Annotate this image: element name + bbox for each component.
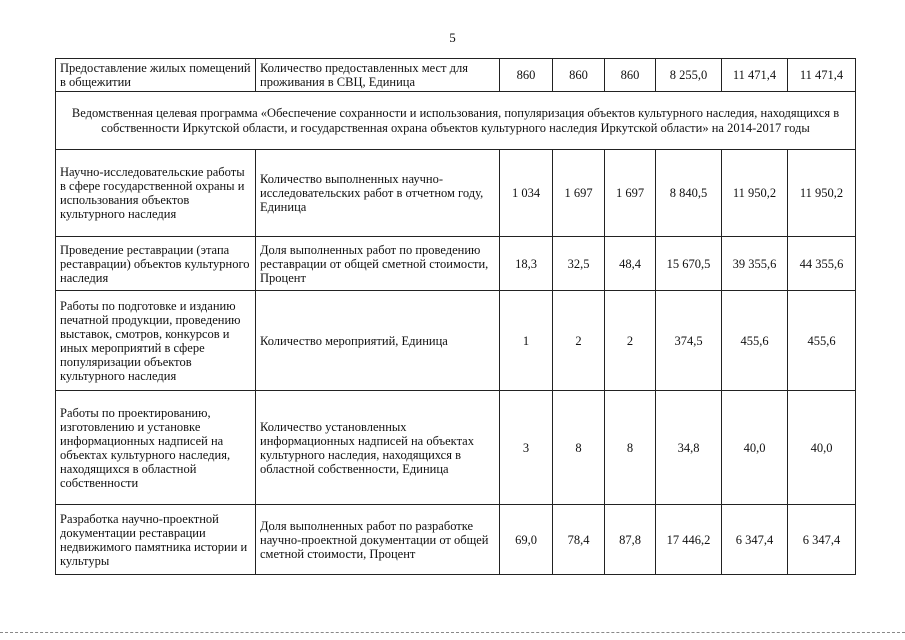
value-cell: 40,0 (788, 391, 856, 505)
value-cell: 1 034 (500, 150, 553, 237)
value-cell: 8 255,0 (656, 59, 722, 92)
service-name-cell: Разработка научно-проектной документации реставрации недвижимого памятника истории и культуры (56, 505, 256, 575)
value-cell: 11 950,2 (788, 150, 856, 237)
value-cell: 18,3 (500, 237, 553, 291)
service-name-cell: Работы по проектированию, изготовлению и установке информационных надписей на объектах культурного наследия, находящихся в областной собственности (56, 391, 256, 505)
value-cell: 32,5 (553, 237, 605, 291)
value-cell: 1 697 (553, 150, 605, 237)
indicator-cell: Количество выполненных научно-исследовательских работ в отчетном году, Единица (256, 150, 500, 237)
indicator-cell: Доля выполненных работ по проведению реставрации от общей сметной стоимости, Процент (256, 237, 500, 291)
value-cell: 11 471,4 (788, 59, 856, 92)
value-cell: 374,5 (656, 291, 722, 391)
program-indicators-table (55, 58, 856, 575)
indicator-cell: Количество предоставленных мест для проживания в СВЦ, Единица (256, 59, 500, 92)
value-cell: 34,8 (656, 391, 722, 505)
value-cell: 860 (500, 59, 553, 92)
value-cell: 48,4 (605, 237, 656, 291)
value-cell: 39 355,6 (722, 237, 788, 291)
value-cell: 6 347,4 (722, 505, 788, 575)
value-cell: 15 670,5 (656, 237, 722, 291)
table-row (56, 59, 856, 92)
value-cell: 87,8 (605, 505, 656, 575)
value-cell: 17 446,2 (656, 505, 722, 575)
value-cell: 3 (500, 391, 553, 505)
value-cell: 455,6 (722, 291, 788, 391)
value-cell: 2 (605, 291, 656, 391)
value-cell: 8 (605, 391, 656, 505)
table-row (56, 150, 856, 237)
value-cell: 78,4 (553, 505, 605, 575)
value-cell: 44 355,6 (788, 237, 856, 291)
value-cell: 11 950,2 (722, 150, 788, 237)
program-title: Ведомственная целевая программа «Обеспечение сохранности и использования, популяризация объектов культурного наследия, находящихся в собственности Иркутской области, и государственная охрана объектов культурного наследия Иркутской области» на 2014-2017 годы (56, 92, 856, 150)
service-name-cell: Работы по подготовке и изданию печатной продукции, проведению выставок, смотров, конкурсов и иных мероприятий в сфере популяризации объектов культурного наследия (56, 291, 256, 391)
value-cell: 69,0 (500, 505, 553, 575)
table-row (56, 391, 856, 505)
page-number: 5 (449, 30, 456, 45)
value-cell: 860 (553, 59, 605, 92)
table-row (56, 505, 856, 575)
table-row (56, 237, 856, 291)
value-cell: 6 347,4 (788, 505, 856, 575)
page-bottom-rule (0, 632, 905, 633)
value-cell: 455,6 (788, 291, 856, 391)
value-cell: 1 697 (605, 150, 656, 237)
indicator-cell: Количество мероприятий, Единица (256, 291, 500, 391)
program-heading-row (56, 92, 856, 150)
value-cell: 1 (500, 291, 553, 391)
service-name-cell: Проведение реставрации (этапа реставрации) объектов культурного наследия (56, 237, 256, 291)
service-name-cell: Научно-исследовательские работы в сфере государственной охраны и использования объектов культурного наследия (56, 150, 256, 237)
value-cell: 8 (553, 391, 605, 505)
indicator-cell: Количество установленных информационных надписей на объектах культурного наследия, находящихся в областной собственности, Единица (256, 391, 500, 505)
value-cell: 860 (605, 59, 656, 92)
value-cell: 11 471,4 (722, 59, 788, 92)
value-cell: 2 (553, 291, 605, 391)
indicator-cell: Доля выполненных работ по разработке научно-проектной документации от общей сметной стоимости, Процент (256, 505, 500, 575)
value-cell: 40,0 (722, 391, 788, 505)
table-row (56, 291, 856, 391)
value-cell: 8 840,5 (656, 150, 722, 237)
service-name-cell: Предоставление жилых помещений в общежитии (56, 59, 256, 92)
